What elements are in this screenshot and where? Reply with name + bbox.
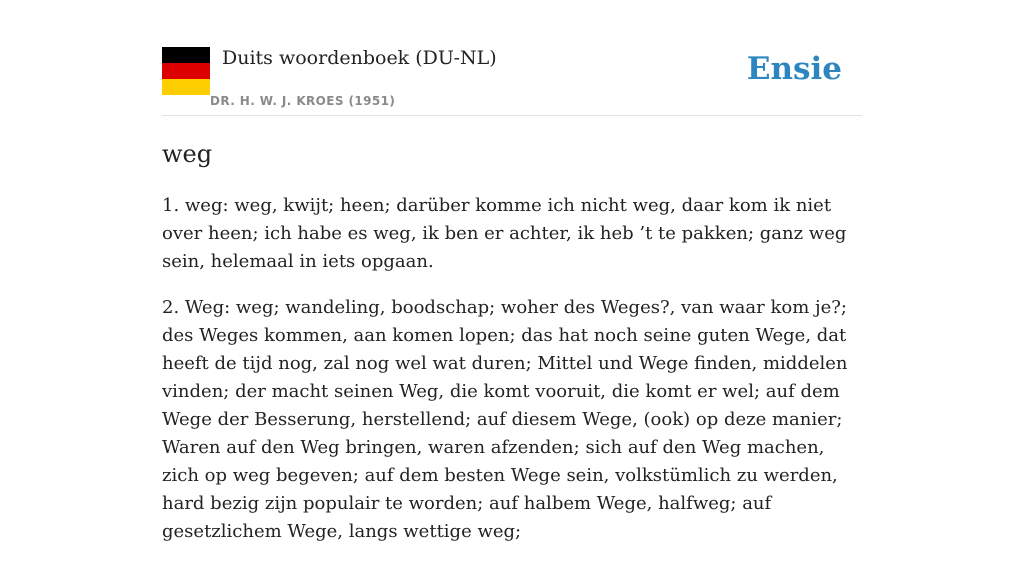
definition-2: 2. Weg: weg; wandeling, boodschap; woher des Weges?, van waar kom je?; des Weges kommen, aan komen lopen; das hat noch seine guten Wege, dat heeft de tijd nog, zal nog wel wat duren; Mittel und Wege finden, middelen vinden; der macht seinen Weg, die komt vooruit, die komt er wel; auf dem Wege der Besserung, herstellend; auf diesem Wege, (ook) op deze manier; Waren auf den Weg bringen, waren afzenden; sich auf den Weg machen, zich op weg begeven; auf dem besten Wege sein, volkstümlich zu werden, hard bezig zijn populair te worden; auf halbem Wege, halfweg; auf gesetzlichem Wege, langs wettige weg; xyxy=(162,297,848,542)
german-flag-icon xyxy=(162,47,210,95)
flag-band-gold xyxy=(162,79,210,95)
entry-title: weg xyxy=(162,140,213,168)
definition-1: 1. weg: weg, kwijt; heen; darüber komme ich nicht weg, daar kom ik niet over heen; ich habe es weg, ik ben er achter, ik heb ’t te pakken; ganz weg sein, helemaal in iets opgaan. xyxy=(162,195,847,272)
flag-band-black xyxy=(162,47,210,63)
flag-band-red xyxy=(162,63,210,79)
page-container xyxy=(162,0,862,542)
dictionary-title[interactable]: Duits woordenboek (DU-NL) xyxy=(222,47,497,69)
dictionary-author: DR. H. W. J. KROES (1951) xyxy=(210,94,396,108)
ensie-logo-link[interactable]: Ensie xyxy=(746,51,842,87)
entry-body xyxy=(162,192,862,564)
dictionary-header xyxy=(162,0,862,116)
